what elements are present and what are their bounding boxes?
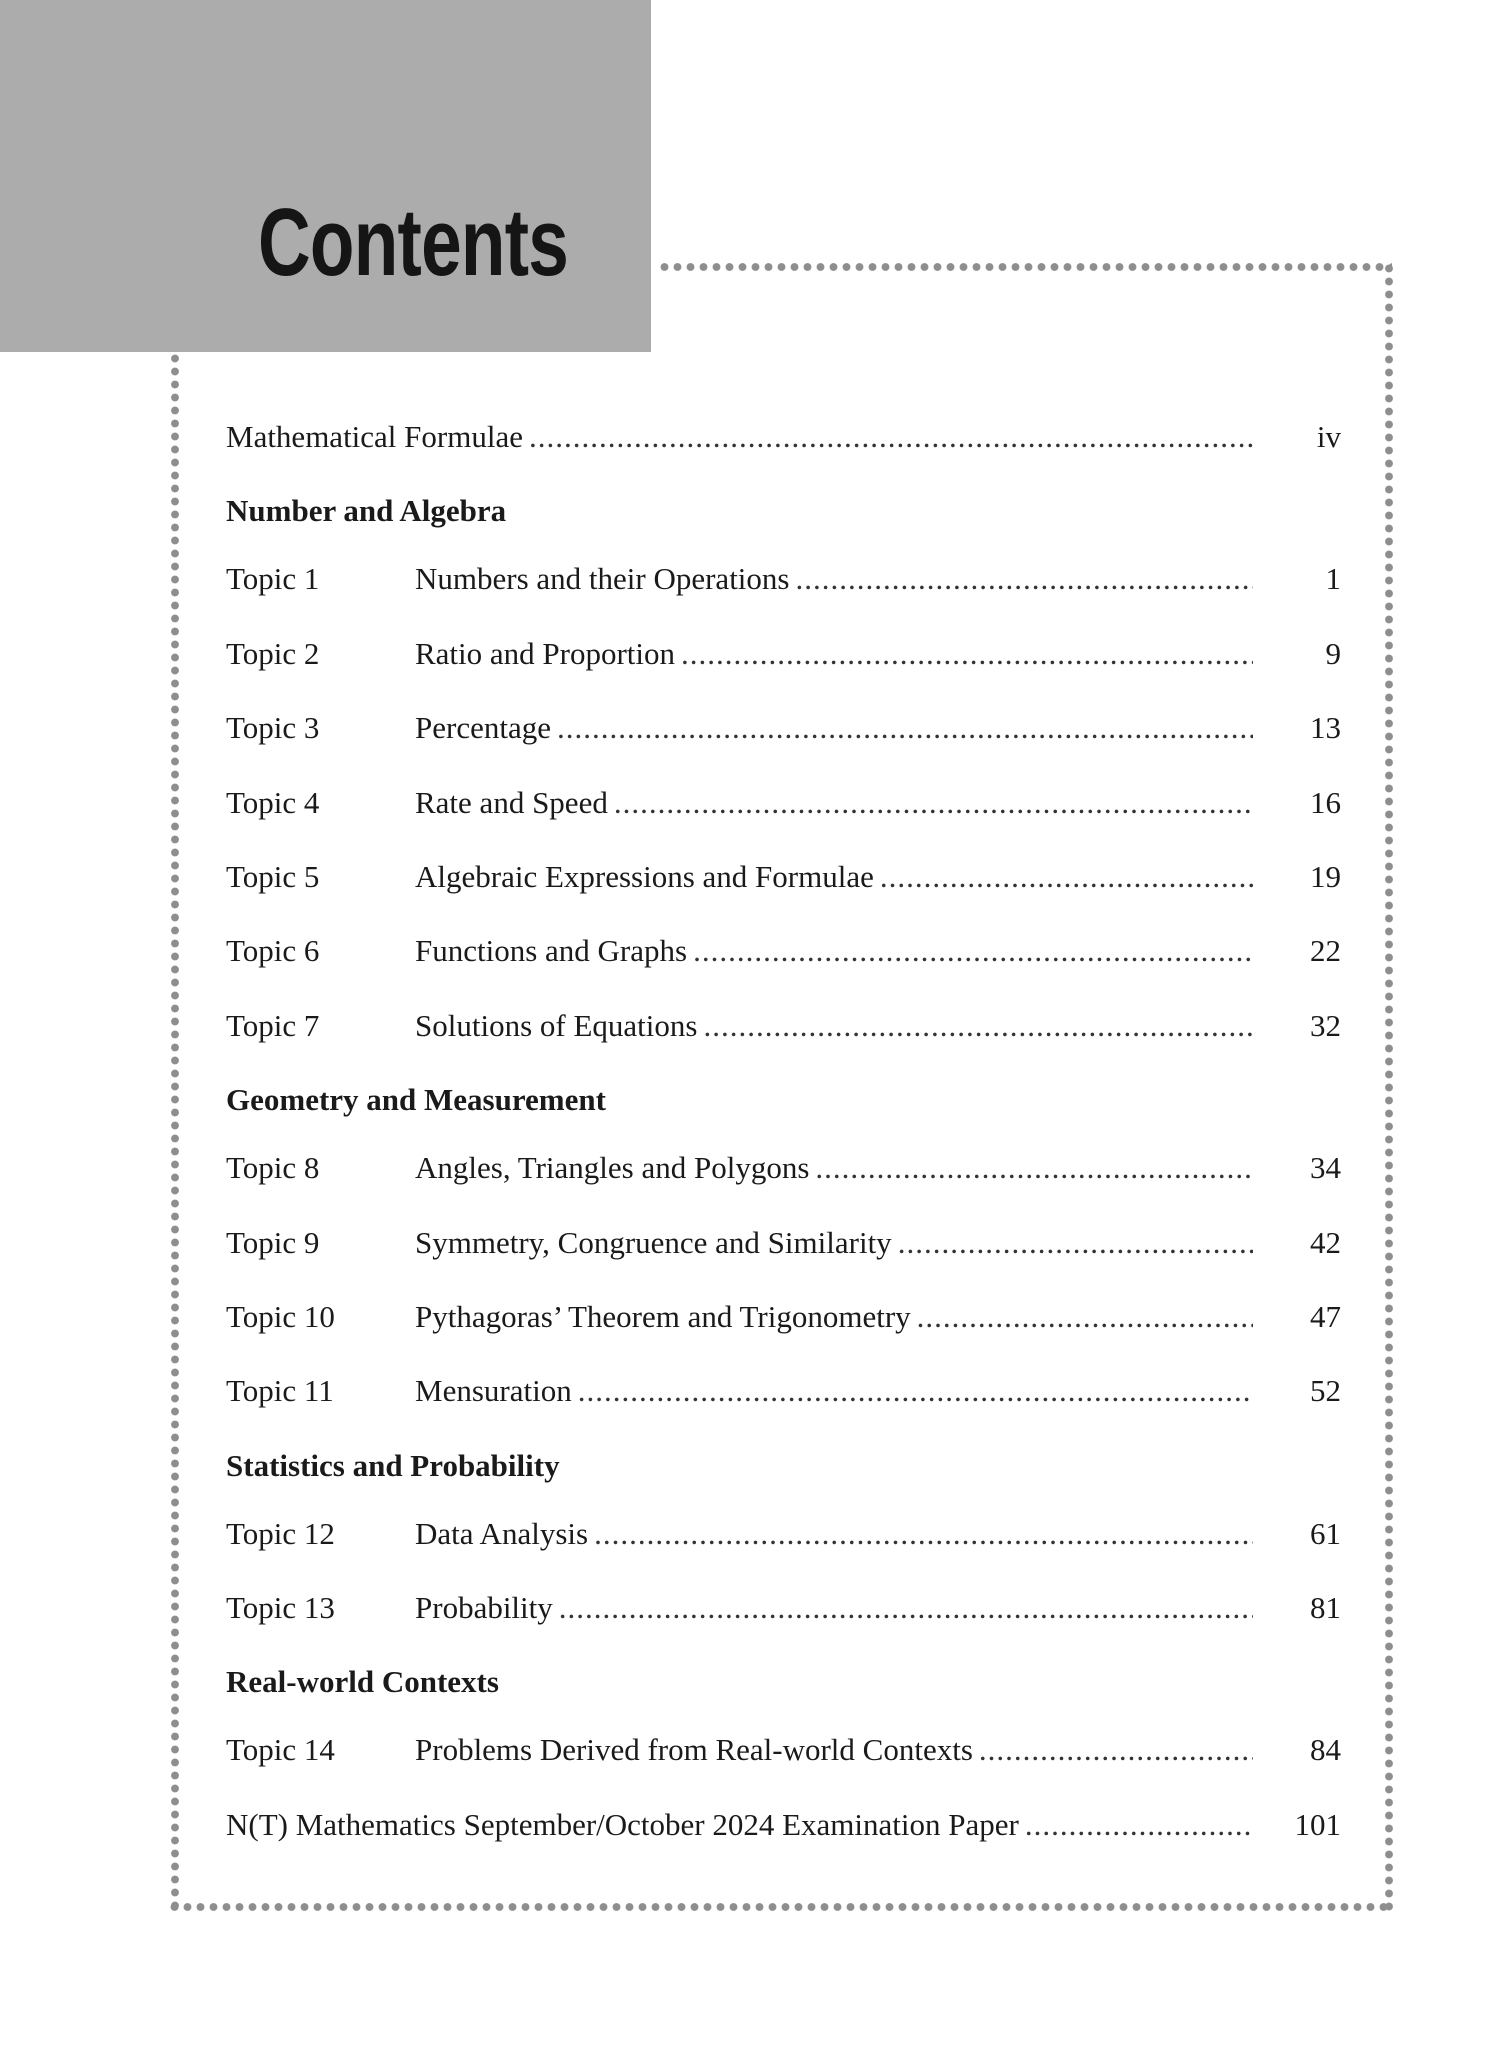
dotted-border-left [170,352,180,1912]
page-number: 47 [1310,1298,1341,1334]
toc-entry-topic-6[interactable] [226,932,1341,1006]
dotted-border-top [658,262,1392,272]
entry-title: Problems Derived from Real-world Contexts [415,1732,973,1768]
page-number: 1 [1325,561,1341,597]
toc-entry-topic-13[interactable] [226,1589,1341,1663]
topic-number: Topic 10 [226,1298,335,1334]
dot-leader [578,1372,1253,1409]
page-number: 61 [1310,1515,1341,1551]
page-number: 32 [1310,1007,1341,1043]
dotted-border-bottom [168,1902,1392,1912]
page-number: 101 [1294,1806,1341,1842]
page-number: 42 [1310,1224,1341,1260]
dot-leader [681,635,1253,672]
toc-entry-topic-11[interactable] [226,1372,1341,1446]
entry-title: Ratio and Proportion [415,635,676,671]
topic-number: Topic 1 [226,561,320,597]
topic-number: Topic 2 [226,635,320,671]
toc-entry-topic-5[interactable] [226,858,1341,932]
topic-number: Topic 14 [226,1732,335,1768]
toc-entry-topic-8[interactable] [226,1149,1341,1223]
dot-leader [559,1589,1253,1626]
entry-title: Percentage [415,710,551,746]
dot-leader [529,418,1253,455]
entry-title: Symmetry, Congruence and Similarity [415,1224,892,1260]
section-heading-statistics-and-probability: Statistics and Probability [226,1447,560,1483]
entry-title: Data Analysis [415,1515,589,1551]
entry-title: Angles, Triangles and Polygons [415,1150,810,1186]
dot-leader [557,709,1253,746]
dot-leader [795,560,1253,597]
toc-entry-topic-2[interactable] [226,635,1341,709]
toc-entry-topic-3[interactable] [226,709,1341,783]
dot-leader [594,1515,1253,1552]
section-heading-geometry-and-measurement: Geometry and Measurement [226,1082,606,1118]
page-number: 81 [1310,1590,1341,1626]
toc-entry-mathematical-formulae[interactable] [226,418,1341,492]
page-title: Contents [258,189,569,296]
dot-leader [917,1298,1253,1335]
entry-title: Mathematical Formulae [226,419,523,454]
entry-title: Pythagoras’ Theorem and Trigonometry [415,1298,911,1334]
topic-number: Topic 6 [226,933,320,969]
entry-title: Functions and Graphs [415,933,688,969]
toc-entry-examination-paper[interactable] [226,1806,1341,1880]
dot-leader [880,858,1253,895]
toc-entry-topic-9[interactable] [226,1224,1341,1298]
topic-number: Topic 11 [226,1373,334,1409]
dotted-border-right [1384,262,1394,1912]
toc-entry-topic-4[interactable] [226,784,1341,858]
topic-number: Topic 13 [226,1590,335,1626]
dot-leader [898,1224,1253,1261]
entry-title: Algebraic Expressions and Formulae [415,858,874,894]
dot-leader [815,1149,1253,1186]
dot-leader [979,1731,1253,1768]
page-number: 9 [1325,635,1341,671]
topic-number: Topic 12 [226,1515,335,1551]
topic-number: Topic 5 [226,858,320,894]
page-number: 13 [1310,710,1341,746]
topic-number: Topic 9 [226,1224,320,1260]
entry-title: Probability [415,1590,553,1626]
page-number: 52 [1310,1373,1341,1409]
entry-title: Solutions of Equations [415,1007,698,1043]
toc-entry-topic-10[interactable] [226,1298,1341,1372]
topic-number: Topic 8 [226,1150,320,1186]
page-number: 19 [1310,858,1341,894]
entry-title: Numbers and their Operations [415,561,790,597]
page-number: 84 [1310,1732,1341,1768]
toc-entry-topic-7[interactable] [226,1007,1341,1081]
topic-number: Topic 7 [226,1007,320,1043]
page-number: iv [1316,419,1341,454]
section-heading-real-world-contexts: Real-world Contexts [226,1664,499,1700]
toc-entry-topic-14[interactable] [226,1731,1341,1805]
entry-title: Mensuration [415,1373,572,1409]
entry-title: Rate and Speed [415,784,608,820]
section-heading-number-and-algebra: Number and Algebra [226,493,507,529]
dot-leader [703,1007,1253,1044]
entry-title: N(T) Mathematics September/October 2024 Examination Paper [226,1806,1019,1842]
dot-leader [1025,1806,1253,1843]
table-of-contents [226,418,1341,1880]
page-number: 22 [1310,933,1341,969]
dot-leader [614,784,1253,821]
page-number: 34 [1310,1150,1341,1186]
toc-entry-topic-1[interactable] [226,560,1341,634]
toc-entry-topic-12[interactable] [226,1515,1341,1589]
dot-leader [693,932,1253,969]
topic-number: Topic 3 [226,710,320,746]
page-number: 16 [1310,784,1341,820]
header-block [0,0,651,352]
topic-number: Topic 4 [226,784,320,820]
